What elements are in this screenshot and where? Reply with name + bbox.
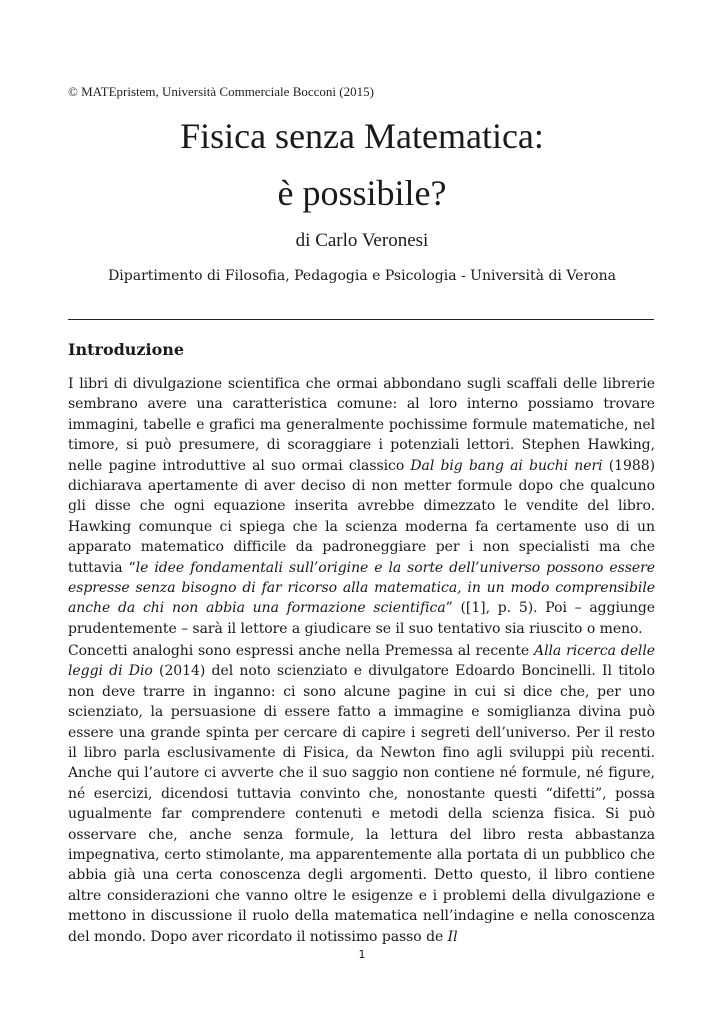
title-line-1: Fisica senza Matematica: [180,116,544,156]
section-heading: Introduzione [68,340,185,359]
paragraph-1 [68,374,655,639]
paragraph-1-text-a: I libri di divulgazione scientifica che ormai abbondano sugli scaffali delle librerie sembrano avere una caratteristica comune: al loro interno possiamo trovare immagini, tabelle e grafici ma generalmente pochissime formule matematiche, nel timore, si può presumere, di scoraggiare i potenziali lettori. Stephen Hawking, nelle pagine introduttive al suo ormai classico [68,376,655,474]
hawking-quote: le idee fondamentali sull’origine e la sorte dell’universo possono essere espresse senza bisogno di far ricorso alla matematica, in un modo comprensibile anche da chi non abbia una formazione scientifica [68,559,655,617]
book-title-boncinelli: Alla ricerca delle leggi di Dio [68,643,656,680]
affiliation: Dipartimento di Filosofia, Pedagogia e Psicologia - Università di Verona [108,268,616,284]
paragraph-1-text-c: ” ([1], p. 5). Poi – aggiunge prudentemente – sarà il lettore a giudicare se il suo tentativo sia riuscito o meno. [68,600,655,637]
book-title-hawking: Dal big bang ai buchi neri [410,457,603,474]
copyright-notice: © MATEpristem, Università Commerciale Bocconi (2015) [68,84,374,99]
paragraph-2 [68,641,655,947]
title-divider [68,319,654,320]
author: di Carlo Veronesi [295,230,429,251]
page-number: 1 [358,948,366,961]
paragraph-2-text-c: Il [447,928,458,945]
paragraph-2-text-b: (2014) del noto scienziato e divulgatore Edoardo Boncinelli. Il titolo non deve trarre in inganno: ci sono alcune pagine in cui si dice che, per uno scienziato, la persuasione di essere fatto a immagine e somiglianza divina può essere una grande spinta per cercare di capire i segreti dell’universo. Per il resto il libro parla esclusivamente di Fisica, da Newton fino agli sviluppi più recenti. Anche qui l’autore ci avverte che il suo saggio non contiene né formule, né figure, né esercizi, dicendosi tuttavia convinto che, nonostante questi “difetti”, possa ugualmente far comprendere contenuti e metodi della scienza fisica. Si può osservare che, anche senza formule, la lettura del libro resta abbastanza impegnativa, certo stimolante, ma apparentemente alla portata di un pubblico che abbia già una certa conoscenza degli argomenti. Detto questo, il libro contiene altre considerazioni che vanno oltre le esigenze e i problemi della divulgazione e mettono in discussione il ruolo della matematica nell’indagine e nella conoscenza del mondo. Dopo aver ricordato il notissimo passo de [68,663,655,945]
title-line-2: è possibile? [277,173,447,213]
paragraph-1-text-b: (1988) dichiarava apertamente di aver deciso di non metter formule dopo che qualcuno gli disse che ogni equazione inserita avrebbe dimezzato le vendite del libro. Hawking comunque ci spiega che la scienza moderna fa certamente uso di un apparato matematico difficile da padroneggiare per i non specialisti ma che tuttavia “ [68,457,655,576]
paragraph-2-text-a: Concetti analoghi sono espressi anche nella Premessa al recente [68,643,535,659]
